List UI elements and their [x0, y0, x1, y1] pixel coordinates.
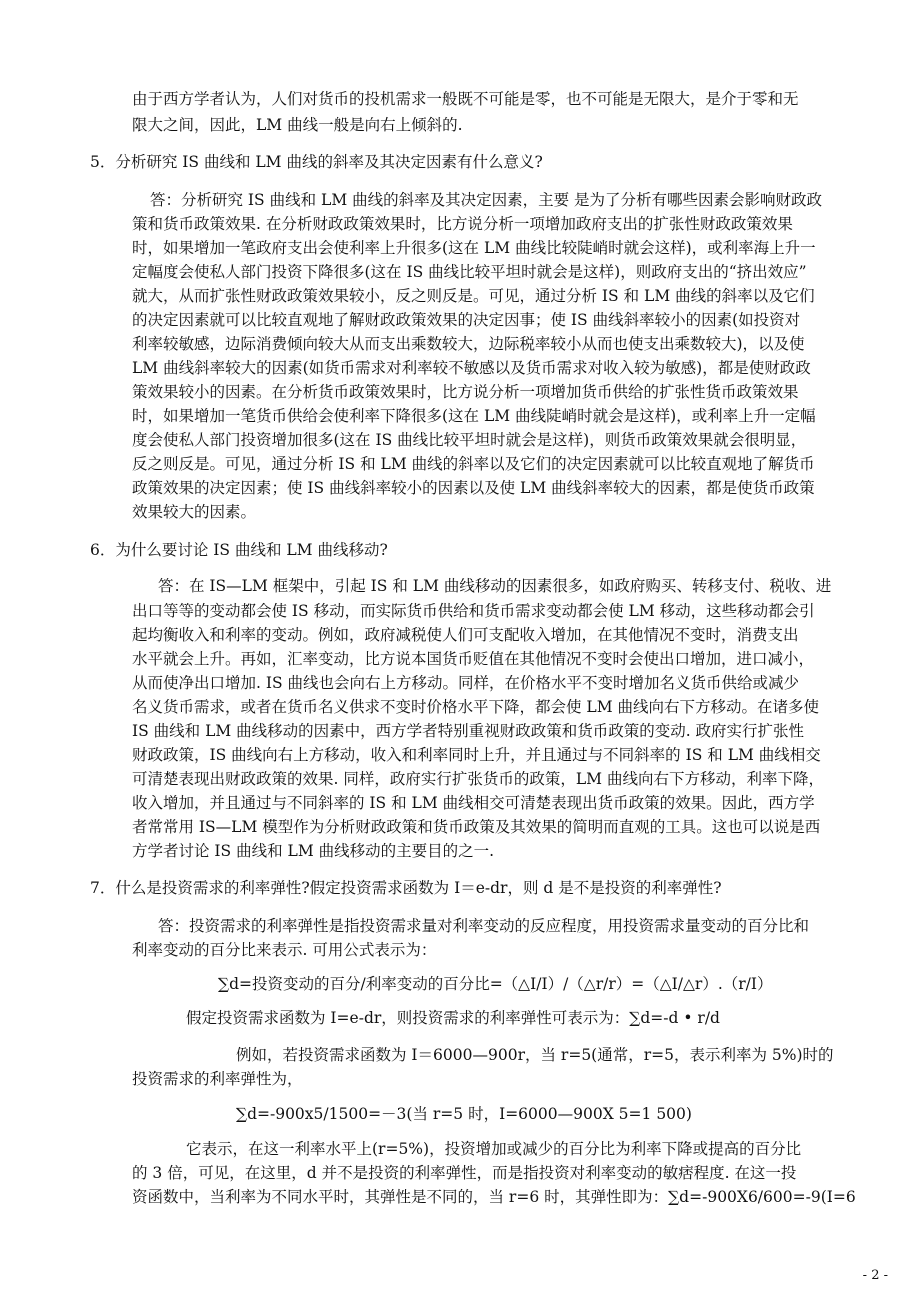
paragraph-line: 者常常用 IS—LM 模型作为分析财政政策和货币政策及其效果的简明而直观的工具。这也可以说是西: [132, 818, 821, 836]
paragraph-line: 假定投资需求函数为 I=e-dr，则投资需求的利率弹性可表示为：∑d=-d • r/d: [186, 1009, 720, 1027]
paragraph-line: 可清楚表现出财政政策的效果. 同样，政府实行扩张货币的政策，LM 曲线向右下方移动，利率下降，: [132, 770, 824, 788]
paragraph-line: 它表示，在这一利率水平上(r=5%)，投资增加或减少的百分比为利率下降或提高的百分比: [186, 1140, 802, 1158]
paragraph-line: 利率变动的百分比来表示. 可用公式表示为：: [132, 941, 437, 959]
paragraph-line: LM 曲线斜率较大的因素(如货币需求对利率较不敏感以及货币需求对收入较为敏感)，都是使财政政: [132, 359, 811, 377]
paragraph-line: 方学者讨论 IS 曲线和 LM 曲线移动的主要目的之一.: [132, 842, 495, 860]
paragraph-line: 度会使私人部门投资增加很多(这在 IS 曲线比较平坦时就会是这样)，则货币政策效果就会很明显，: [132, 431, 807, 449]
question-heading: 7．什么是投资需求的利率弹性?假定投资需求函数为 I＝e-dr，则 d 是不是投资的利率弹性?: [90, 879, 722, 897]
page-number: - 2 -: [862, 1268, 888, 1283]
paragraph-line: 收入增加，并且通过与不同斜率的 IS 和 LM 曲线相交可清楚表现出货币政策的效果。因此，西方学: [132, 794, 815, 812]
paragraph-line: 策效果较小的因素。在分析货币政策效果时，比方说分析一项增加货币供给的扩张性货币政策效果: [132, 383, 799, 401]
paragraph-line: 反之则反是。可见，通过分析 IS 和 LM 曲线的斜率以及它们的决定因素就可以比较直观地了解货币: [132, 455, 815, 473]
paragraph-line: 例如，若投资需求函数为 I＝6000—900r，当 r=5(通常，r=5，表示利率为 5%)时的: [236, 1046, 834, 1064]
paragraph-line: 限大之间，因此，LM 曲线一般是向右上倾斜的.: [132, 116, 463, 134]
paragraph-line: 就大，从而扩张性财政政策效果较小，反之则反是。可见，通过分析 IS 和 LM 曲线的斜率以及它们: [132, 287, 815, 305]
paragraph-line: 策和货币政策效果. 在分析财政政策效果时，比方说分析一项增加政府支出的扩张性财政政策效果: [132, 215, 793, 233]
question-heading: 5．分析研究 IS 曲线和 LM 曲线的斜率及其决定因素有什么意义?: [90, 153, 543, 171]
paragraph-line: 利率较敏感，边际消费倾向较大从而支出乘数较大，边际税率较小从而也使支出乘数较大)，以及使: [132, 335, 805, 353]
paragraph-line: 定幅度会使私人部门投资下降很多(这在 IS 曲线比较平坦时就会是这样)，则政府支出的“挤出效应”: [132, 263, 807, 281]
paragraph-line: 答：投资需求的利率弹性是指投资需求量对利率变动的反应程度，用投资需求量变动的百分比和: [158, 917, 810, 935]
paragraph-line: 投资需求的利率弹性为，: [132, 1070, 303, 1088]
paragraph-line: 时，如果增加一笔货币供给会使利率下降很多(这在 LM 曲线陡峭时就会是这样)，或利率上升一定幅: [132, 407, 816, 425]
formula-line: ∑d=-900x5/1500=－3(当 r=5 时，I=6000—900X 5=1 500): [236, 1105, 692, 1123]
paragraph-line: 政策效果的决定因素；使 IS 曲线斜率较小的因素以及使 LM 曲线斜率较大的因素，都是使货币政策: [132, 479, 815, 497]
paragraph-line: 效果较大的因素。: [132, 503, 257, 521]
paragraph-line: 由于西方学者认为，人们对货币的投机需求一般既不可能是零，也不可能是无限大，是介于零和无: [132, 90, 799, 108]
paragraph-line: 的决定因素就可以比较直观地了解财政政策效果的决定因事；使 IS 曲线斜率较小的因素(如投资对: [132, 311, 801, 329]
paragraph-line: 资函数中，当利率为不同水平时，其弹性是不同的，当 r=6 时，其弹性即为：∑d=-900X6/600=-9(I=6: [132, 1188, 856, 1206]
paragraph-line: 从而使净出口增加. IS 曲线也会向右上方移动。同样，在价格水平不变时增加名义货币供给或减少: [132, 674, 800, 692]
paragraph-line: 财政政策，IS 曲线向右上方移动，收入和利率同时上升，并且通过与不同斜率的 IS 和 LM 曲线相交: [132, 746, 821, 764]
paragraph-line: 名义货币需求，或者在货币名义供求不变时价格水平下降，都会使 LM 曲线向右下方移动。在诸多使: [132, 698, 820, 716]
formula-line: ∑d=投资变动的百分/利率变动的百分比=（△I/I）/（△r/r）=（△I/△r）.（r/I）: [218, 975, 773, 993]
paragraph-line: 答：分析研究 IS 曲线和 LM 曲线的斜率及其决定因素，主要 是为了分析有哪些因素会影响财政政: [150, 191, 823, 209]
question-heading: 6．为什么要讨论 IS 曲线和 LM 曲线移动?: [90, 541, 388, 559]
paragraph-line: 水平就会上升。再如，汇率变动，比方说本国货币贬值在其他情况不变时会使出口增加，进口减小，: [132, 650, 815, 668]
paragraph-line: 时，如果增加一笔政府支出会使利率上升很多(这在 LM 曲线比较陡峭时就会这样)，或利率海上升一: [132, 239, 816, 257]
paragraph-line: 的 3 倍，可见，在这里，d 并不是投资的利率弹性，而是指投资对利率变动的敏痞程度. 在这一投: [132, 1164, 797, 1182]
paragraph-line: 起均衡收入和利率的变动。例如，政府减税使人们可支配收入增加，在其他情况不变时，消费支出: [132, 626, 799, 644]
paragraph-line: 答：在 IS—LM 框架中，引起 IS 和 LM 曲线移动的因素很多，如政府购买、转移支付、税收、进: [158, 577, 832, 595]
paragraph-line: 出口等等的变动都会使 IS 移动，而实际货币供给和货币需求变动都会使 LM 移动，这些移动都会引: [132, 602, 815, 620]
paragraph-line: IS 曲线和 LM 曲线移动的因素中，西方学者特别重视财政政策和货币政策的变动. 政府实行扩张性: [132, 722, 805, 740]
